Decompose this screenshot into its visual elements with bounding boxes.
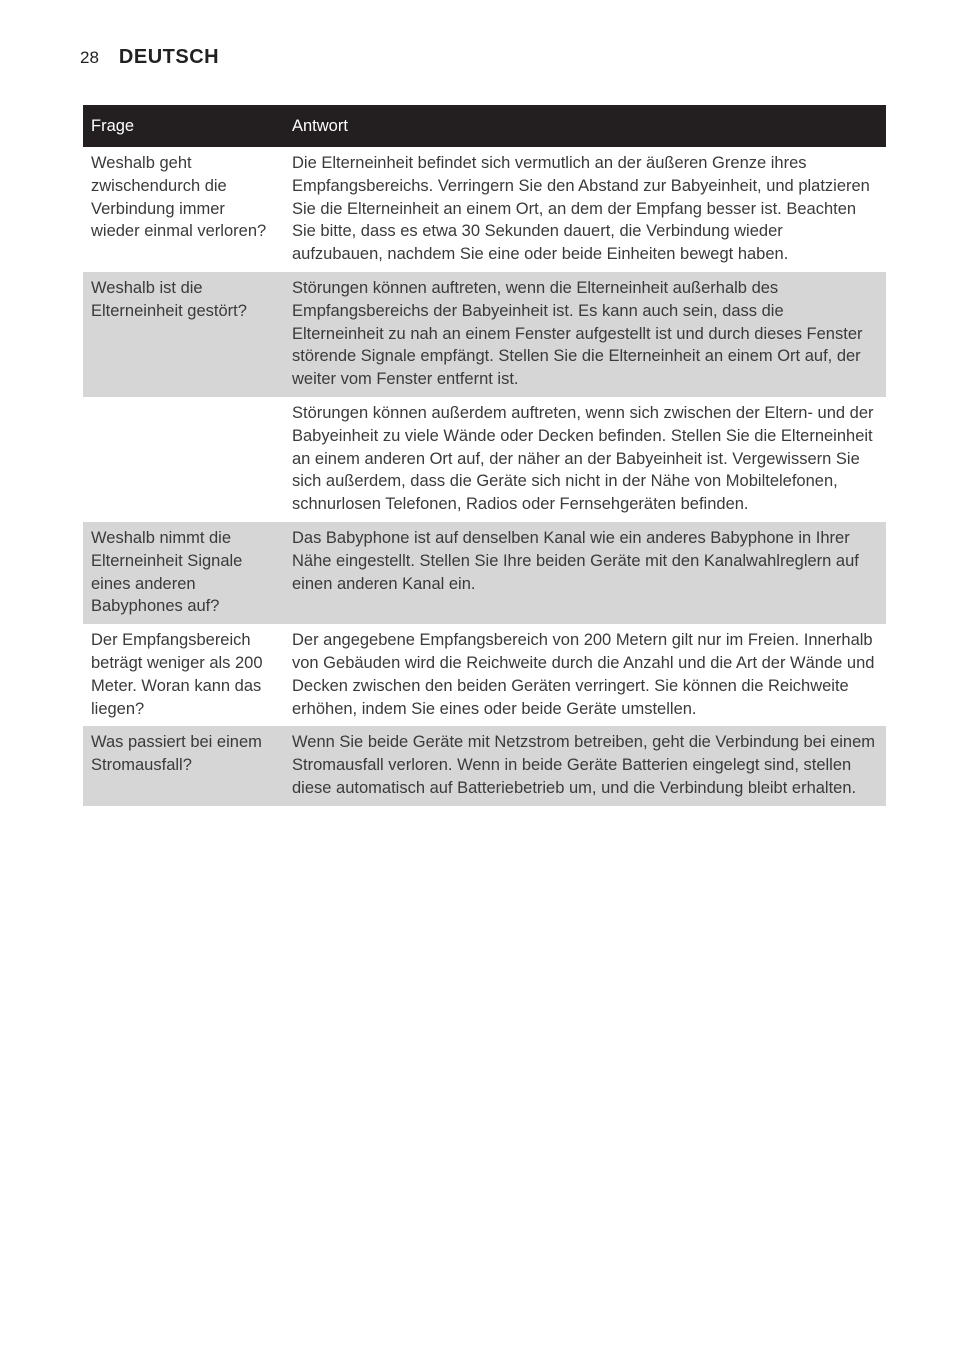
answer-cell: Störungen können außerdem auftreten, wenn sich zwischen der Eltern- und der Babyeinheit zu viele Wände oder Decken befinden. Stellen Sie die Elterneinheit an einem anderen Ort auf, der näher an der Babyeinheit ist. Vergewissern Sie sich außerdem, dass die Geräte sich nicht in der Nähe von Mobiltelefonen, schnurlosen Telefonen, Radios oder Fernsehgeräten befinden. bbox=[292, 403, 874, 514]
question-cell: Weshalb ist die Elterneinheit gestört? bbox=[83, 272, 284, 397]
table-row bbox=[83, 726, 886, 805]
answer-cell: Wenn Sie beide Geräte mit Netzstrom betreiben, geht die Verbindung bei einem Stromausfall verloren. Wenn in beide Geräte Batterien eingelegt sind, stellen diese automatisch auf Batteriebetrieb um, und die Verbindung bleibt erhalten. bbox=[284, 726, 886, 805]
faq-table bbox=[83, 105, 886, 806]
answer-cell: Das Babyphone ist auf denselben Kanal wie ein anderes Babyphone in Ihrer Nähe eingestellt. Stellen Sie Ihre beiden Geräte mit den Kanalwahlreglern auf einen anderen Kanal ein. bbox=[284, 522, 886, 624]
answer-cell: Der angegebene Empfangsbereich von 200 Metern gilt nur im Freien. Innerhalb von Gebäuden wird die Reichweite durch die Anzahl und die Art der Wände und Decken zwischen den beiden Geräten verringert. Sie können die Reichweite erhöhen, indem Sie eines oder beide Geräte umstellen. bbox=[292, 631, 875, 718]
table-row bbox=[83, 272, 886, 397]
answer-cell: Störungen können auftreten, wenn die Elterneinheit außerhalb des Empfangsbereichs der Babyeinheit ist. Es kann auch sein, dass die Elterneinheit zu nah an einem Fenster aufgestellt ist und durch dieses Fenster störende Signale empfängt. Stellen Sie die Elterneinheit an einem Ort auf, der weiter vom Fenster entfernt ist. bbox=[284, 272, 886, 397]
header-question: Frage bbox=[83, 105, 284, 147]
table-header-row bbox=[83, 105, 886, 147]
answer-cell: Die Elterneinheit befindet sich vermutlich an der äußeren Grenze ihres Empfangsbereichs. Verringern Sie den Abstand zur Babyeinheit, und platzieren Sie die Elterneinheit an einem Ort, an dem der Empfang besser ist. Beachten Sie bitte, dass es etwa 30 Sekunden dauert, die Verbindung wieder aufzubauen, nachdem Sie eine oder beide Einheiten bewegt haben. bbox=[292, 154, 870, 264]
header-answer: Antwort bbox=[284, 105, 886, 147]
table-row bbox=[83, 397, 886, 522]
table-row bbox=[83, 147, 886, 272]
table-row bbox=[83, 522, 886, 624]
page-header bbox=[80, 46, 219, 69]
question-cell: Weshalb nimmt die Elterneinheit Signale eines anderen Babyphones auf? bbox=[83, 522, 284, 624]
question-cell bbox=[83, 397, 284, 522]
page-number: 28 bbox=[80, 48, 99, 67]
page-language-title: DEUTSCH bbox=[118, 46, 220, 68]
question-cell: Der Empfangsbereich beträgt weniger als 200 Meter. Woran kann das liegen? bbox=[91, 631, 263, 718]
question-cell: Weshalb geht zwischendurch die Verbindung immer wieder einmal verloren? bbox=[91, 154, 267, 241]
table-row bbox=[83, 624, 886, 726]
question-cell: Was passiert bei einem Stromausfall? bbox=[83, 726, 284, 805]
